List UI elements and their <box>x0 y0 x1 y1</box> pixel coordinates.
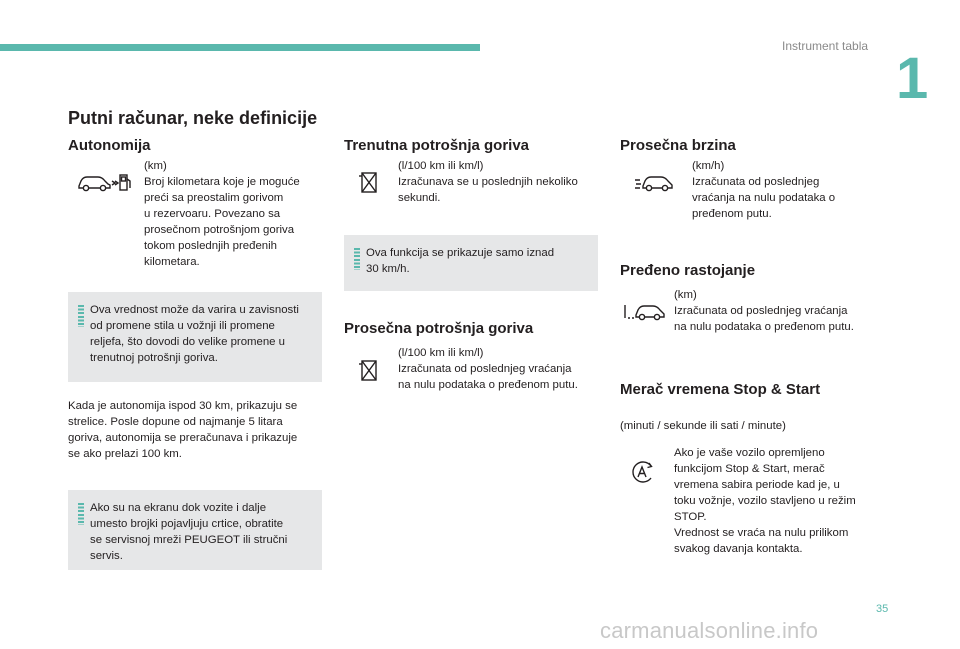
heading-prosecna-brzina: Prosečna brzina <box>620 137 736 154</box>
chapter-number: 1 <box>896 46 929 111</box>
heading-trenutna-potrosnja: Trenutna potrošnja goriva <box>344 137 530 154</box>
heading-autonomija: Autonomija <box>68 137 151 154</box>
note-text: Ako su na ekranu dok vozite i dalje umesto brojki pojavljuju crtice, obratite se servisnoj mreži PEUGEOT ili stručni servis. <box>90 502 288 562</box>
note-autonomija <box>68 292 322 382</box>
stop-start-unit: (minuti / sekunde ili sati / minute) <box>620 420 786 432</box>
prosecna-brzina-unit: (km/h) <box>692 160 725 172</box>
car-distance-icon <box>622 301 666 323</box>
heading-prosecna-potrosnja: Prosečna potrošnja goriva <box>344 320 534 337</box>
note-dashes <box>68 490 322 570</box>
info-marker-icon <box>78 503 84 525</box>
fuel-pump-icon <box>358 358 380 382</box>
note-text: Ova funkcija se prikazuje samo iznad 30 km/h. <box>366 247 555 275</box>
stop-start-icon <box>630 460 656 484</box>
prosecna-potrosnja-description: Izračunata od poslednjeg vraćanja na nulu podataka o pređenom putu. <box>398 363 578 391</box>
page-number: 35 <box>876 603 889 615</box>
heading-stop-start: Merač vremena Stop & Start <box>620 381 821 398</box>
info-marker-icon <box>354 248 360 270</box>
page-title: Putni računar, neke definicije <box>68 108 318 128</box>
car-range-icon <box>76 172 132 194</box>
note-text: Ova vrednost može da varira u zavisnosti od promene stila u vožnji ili promene reljefa, što dovodi do velike promene u trenutnoj potrošnji goriva. <box>90 304 299 364</box>
stop-start-description: Ako je vaše vozilo opremljeno funkcijom Stop & Start, merač vremena sabira periode kad je, u toku vožnje, vozilo stavljeno u režim STOP. Vrednost se vraća na nulu prilikom svakog davanja kontakta. <box>674 447 856 555</box>
prosecna-brzina-description: Izračunata od poslednjeg vraćanja na nulu podataka o pređenom putu. <box>692 176 836 220</box>
predjeno-description: Izračunata od poslednjeg vraćanja na nulu podataka o pređenom putu. <box>674 305 854 333</box>
autonomija-paragraph: Kada je autonomija ispod 30 km, prikazuju se strelice. Posle dopune od najmanje 5 litara goriva, autonomija se preračunava i prikazuje se ako prelazi 100 km. <box>68 400 298 460</box>
trenutna-unit: (l/100 km ili km/l) <box>398 160 484 172</box>
section-name: Instrument tabla <box>782 39 869 53</box>
predjeno-unit: (km) <box>674 289 697 301</box>
prosecna-potrosnja-unit: (l/100 km ili km/l) <box>398 347 484 359</box>
header-accent-bar <box>0 44 480 51</box>
info-marker-icon <box>78 305 84 327</box>
heading-predjeno-rastojanje: Pređeno rastojanje <box>620 262 756 279</box>
watermark: carmanualsonline.info <box>600 618 819 643</box>
trenutna-description: Izračunava se u poslednjih nekoliko sekundi. <box>398 176 578 204</box>
note-trenutna <box>344 235 598 291</box>
autonomija-description: Broj kilometara koje je moguće preći sa preostalim gorivom u rezervoaru. Povezano sa prosečnom potrošnjom goriva tokom poslednjih pređenih kilometara. <box>144 176 300 268</box>
car-speed-icon <box>634 172 674 194</box>
autonomija-unit: (km) <box>144 160 167 172</box>
fuel-pump-icon <box>358 170 380 194</box>
